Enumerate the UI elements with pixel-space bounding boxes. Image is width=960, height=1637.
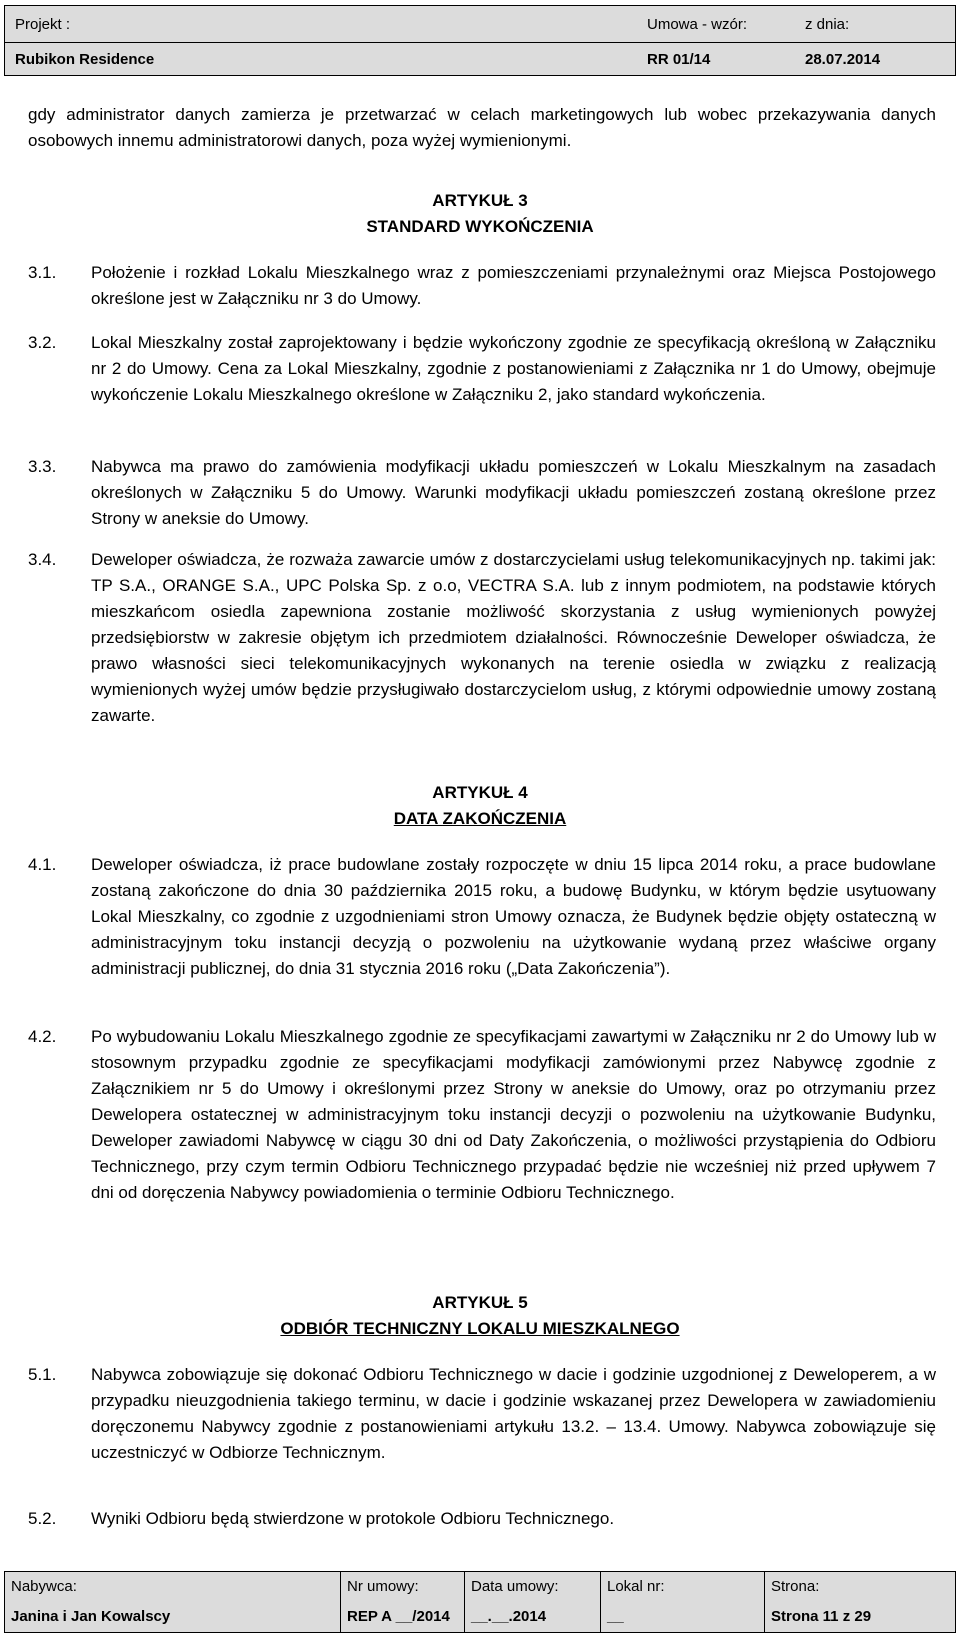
document-header (4, 5, 956, 75)
document-footer (4, 1571, 956, 1633)
clause-text: Nabywca zobowiązuje się dokonać Odbioru Technicznego w dacie i godzinie uzgodnionej z Deweloperem, a w przypadku nieuzgodnienia takiego terminu, w dacie i godzinie wskazanej przez Dewelopera w zawiadomieniu doręczonemu Nabywcy zgodnie z postanowieniami artykułu 13.2. – 13.4. Umowy. Nabywca zobowiązuje się uczestniczyć w Odbiorze Technicznym. (91, 1365, 936, 1462)
contract-date-label: Data umowy: (465, 1572, 601, 1601)
clause-number: 4.2. (28, 1027, 57, 1046)
page-label: Strona: (771, 1578, 820, 1595)
article-5-title: ARTYKUŁ 5 (432, 1293, 528, 1312)
clause-text: Deweloper oświadcza, iż prace budowlane zostały rozpoczęte w dniu 15 lipca 2014 roku, a prace budowlane zostaną zakończone do dnia 30 października 2015 roku, a budowę Budynku, w którym będzie usytuowany Lokal Mieszkalny, co zgodnie z uzgodnieniami stron Umowy oznacza, że Budynek będzie objęty ostateczną w administracyjnym toku instancji decyzją o pozwoleniu na użytkowanie wydaną przez właściwe organy administracji publicznej, do dnia 31 stycznia 2016 roku („Data Zakończenia”). (91, 855, 936, 978)
page-number: Strona 11 z 29 (771, 1608, 872, 1625)
project-label: Projekt : (15, 15, 71, 33)
project-value: Rubikon Residence (15, 50, 155, 68)
article-4-title: ARTYKUŁ 4 (432, 783, 528, 802)
contract-date-value: __.__.2014 (465, 1601, 601, 1632)
clause-number: 5.1. (28, 1365, 57, 1384)
clause-text: Po wybudowaniu Lokalu Mieszkalnego zgodnie ze specyfikacjami zawartymi w Załączniku nr 2 do Umowy lub w stosownym przypadku zgodnie ze specyfikacjami modyfikacji zamówionymi przez Nabywcę zgodnie z Załącznikiem nr 5 do Umowy i określonymi przez Strony w aneksie do Umowy, oraz po otrzymaniu przez Dewelopera ostatecznej w administracyjnym toku instancji decyzji o pozwoleniu na użytkowanie Budynku, Deweloper zawiadomi Nabywcę w ciągu 30 dni od Daty Zakończenia, o możliwości przystąpienia do Odbioru Technicznego, przy czym termin Odbioru Technicznego przypadać będzie nie wcześniej niż przed upływem 7 dni od doręczenia Nabywcy powiadomienia o terminie Odbioru Technicznego. (91, 1027, 936, 1202)
clause-text: Deweloper oświadcza, że rozważa zawarcie umów z dostarczycielami usług telekomunikacyjnych np. takimi jak: TP S.A., ORANGE S.A., UPC Polska Sp. z o.o, VECTRA S.A. lub z innym podmiotem, na podstawie których mieszkańcom osiedla zapewniona zostanie możliwość skorzystania z usług wymienionych powyżej przedsiębiorstw w zakresie objętym ich przedmiotem działalności. Równocześnie Deweloper oświadcza, że prawo własności sieci telekomunikacyjnych wykonanych na terenie osiedla w związku z realizacją wymienionych wyżej umów będzie przysługiwało dostarczycielom usług, z którymi odpowiednie umowy zostaną zawarte. (91, 550, 936, 725)
date-value: 28.07.2014 (805, 50, 881, 68)
clause-number: 3.4. (28, 550, 57, 569)
article-3-title: ARTYKUŁ 3 (432, 191, 528, 210)
template-value: RR 01/14 (647, 50, 711, 68)
clause-number: 3.2. (28, 333, 57, 352)
header-values-row (4, 43, 956, 76)
footer-labels-row (4, 1571, 956, 1602)
clause-number: 4.1. (28, 855, 57, 874)
contract-number-label: Nr umowy: (341, 1572, 465, 1601)
date-label: z dnia: (805, 15, 850, 33)
clause-number: 5.2. (28, 1509, 57, 1528)
unit-number-label: Lokal nr: (601, 1572, 765, 1601)
unit-number-value: __ (601, 1601, 765, 1632)
article-3-subtitle: STANDARD WYKOŃCZENIA (366, 217, 594, 236)
header-labels-row (4, 5, 956, 43)
article-4-subtitle: DATA ZAKOŃCZENIA (393, 809, 567, 828)
template-label: Umowa - wzór: (647, 15, 748, 33)
article-5-subtitle: ODBIÓR TECHNICZNY LOKALU MIESZKALNEGO (280, 1319, 680, 1338)
clause-text: Położenie i rozkład Lokalu Mieszkalnego wraz z pomieszczeniami przynależnymi oraz Miejsca Postojowego określone jest w Załączniku nr 3 do Umowy. (91, 263, 936, 308)
clause-number: 3.1. (28, 263, 57, 282)
clause-text: Nabywca ma prawo do zamówienia modyfikacji układu pomieszczeń w Lokalu Mieszkalnym na zasadach określonych w Załączniku 5 do Umowy. Warunki modyfikacji układu pomieszczeń zostaną określone przez Strony w aneksie do Umowy. (91, 457, 936, 528)
buyer-label: Nabywca: (5, 1572, 341, 1601)
clause-number: 3.3. (28, 457, 57, 476)
clause-text: Lokal Mieszkalny został zaprojektowany i będzie wykończony zgodnie ze specyfikacją określoną w Załączniku nr 2 do Umowy. Cena za Lokal Mieszkalny, zgodnie z postanowieniami z Załącznika nr 1 do Umowy, obejmuje wykończenie Lokalu Mieszkalnego określone w Załączniku 2, jako standard wykończenia. (91, 333, 936, 404)
intro-paragraph: gdy administrator danych zamierza je przetwarzać w celach marketingowych lub wobec przekazywania danych osobowych innemu administratorowi danych, poza wyżej wymienionymi. (28, 105, 936, 150)
buyer-value: Janina i Jan Kowalscy (5, 1601, 341, 1632)
clause-text: Wyniki Odbioru będą stwierdzone w protokole Odbioru Technicznego. (91, 1509, 615, 1528)
footer-values-row (4, 1601, 956, 1633)
contract-number-value: REP A __/2014 (341, 1601, 465, 1632)
